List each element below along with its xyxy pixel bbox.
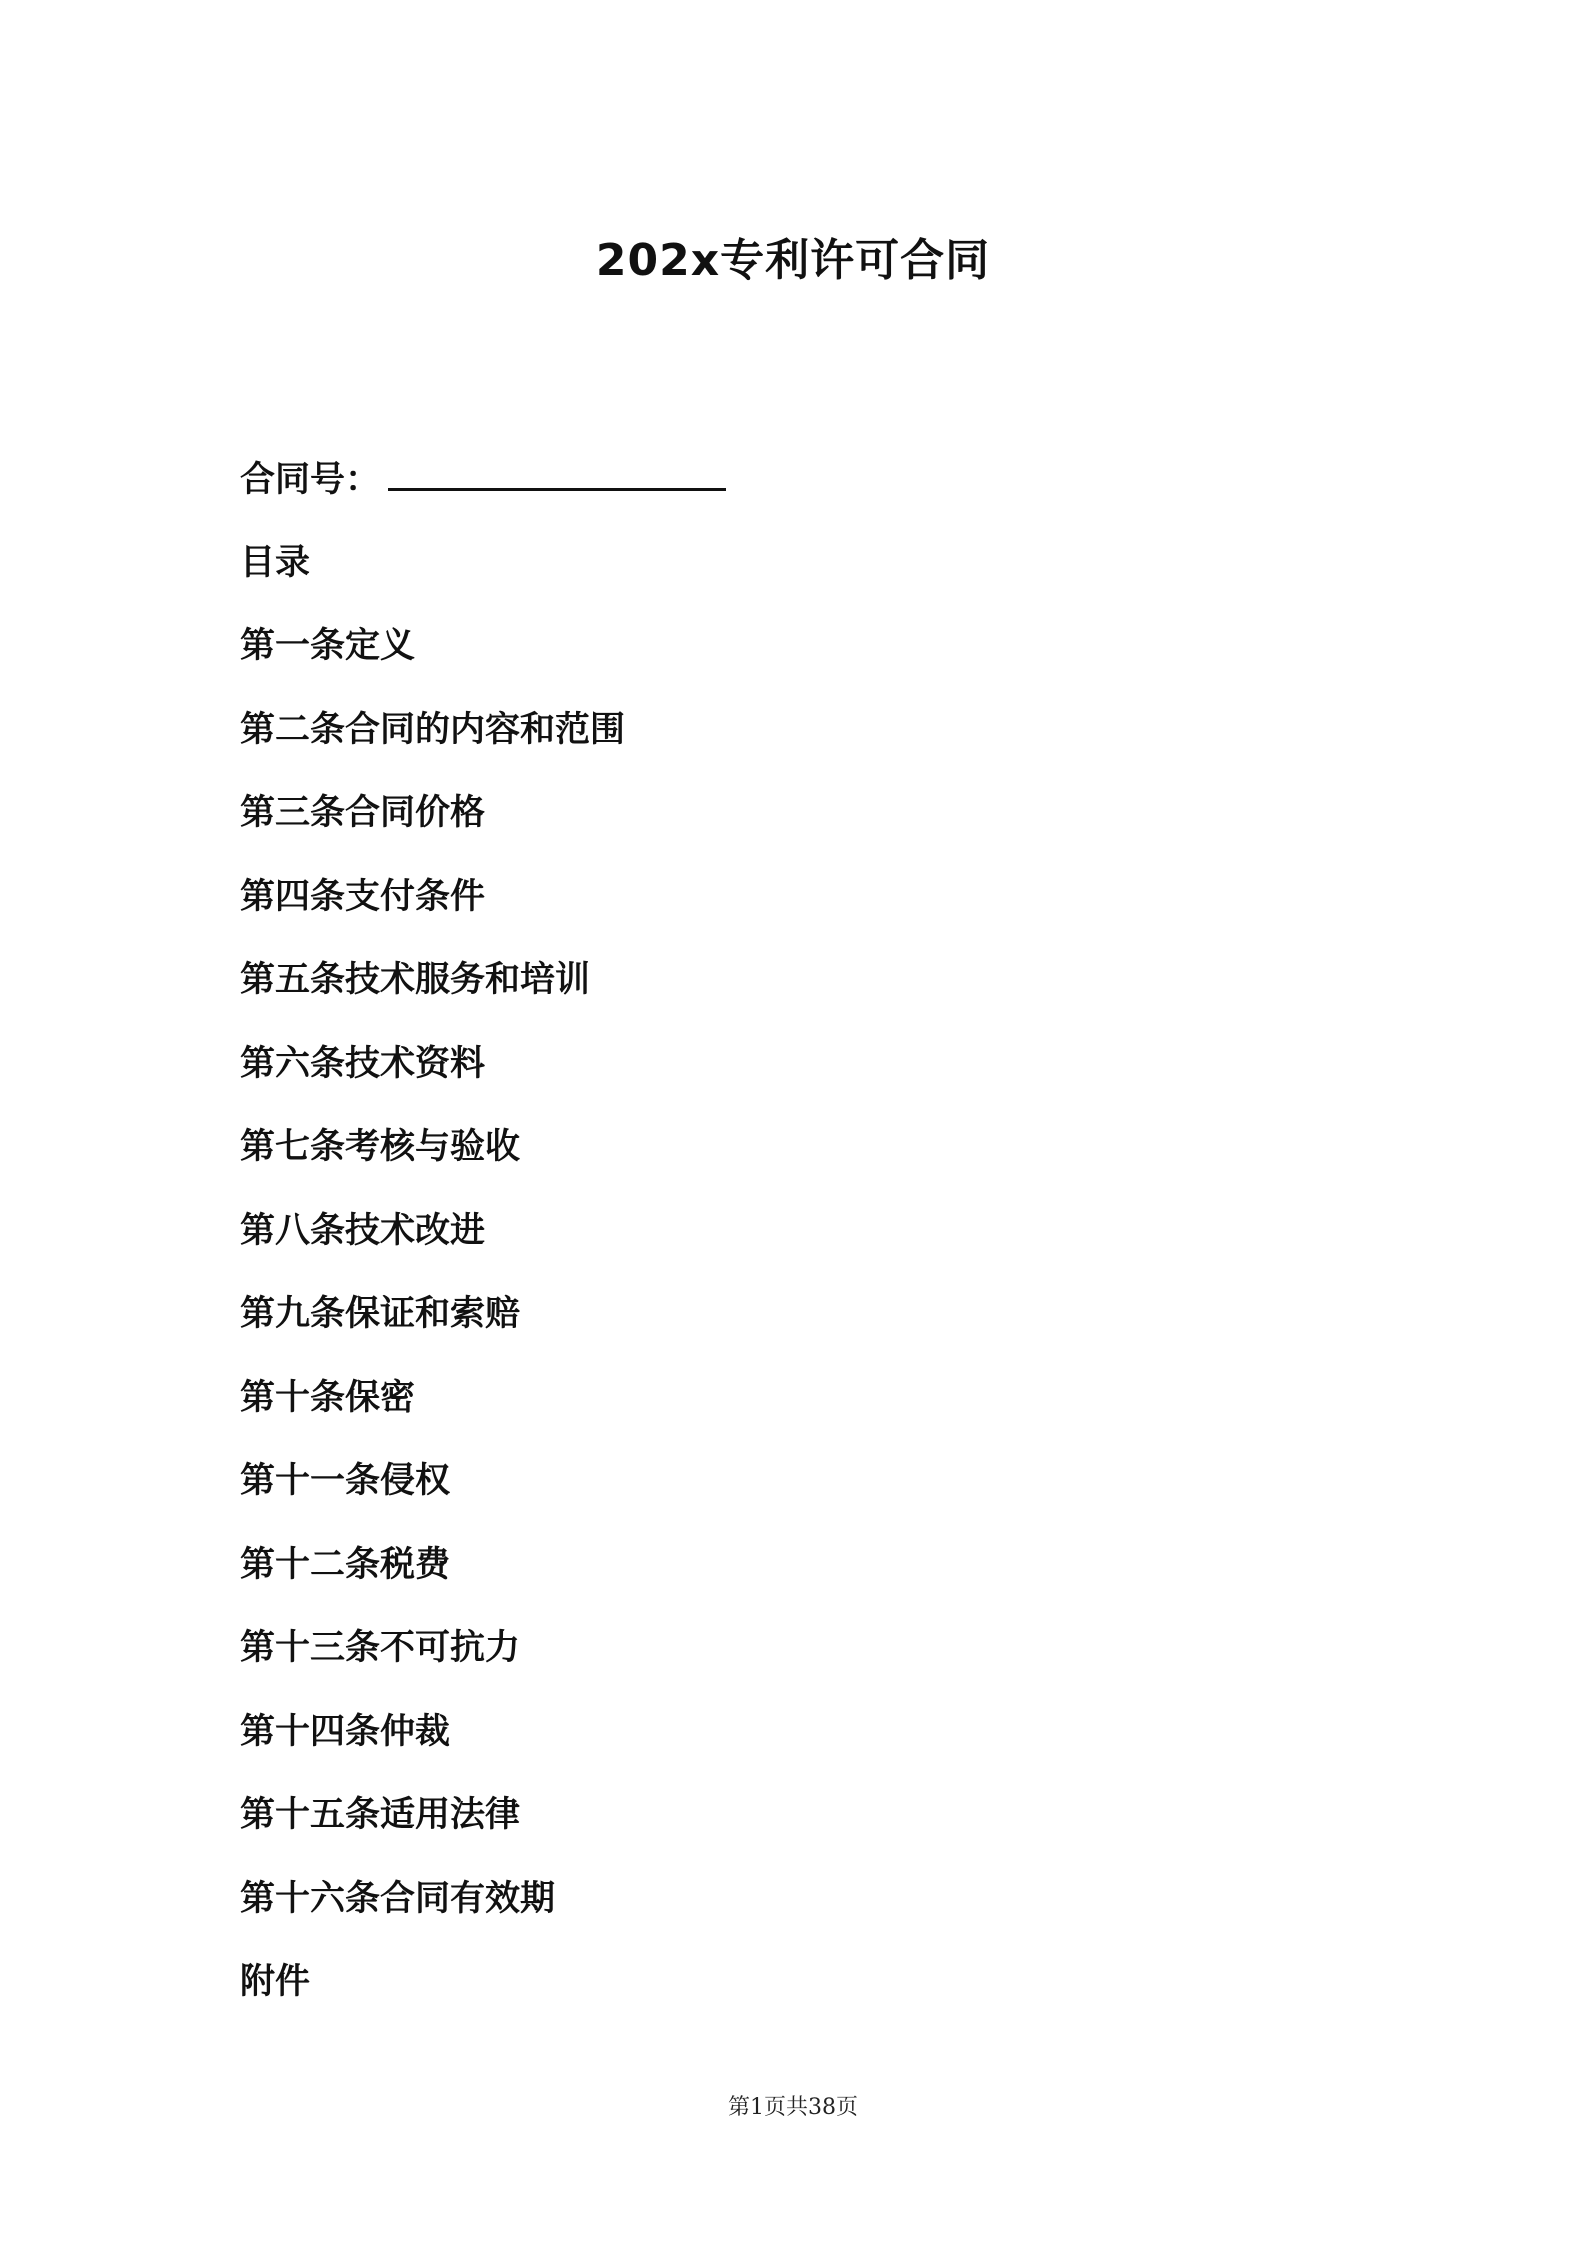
toc-item: 第四条支付条件 xyxy=(240,876,486,917)
document-title: 202x专利许可合同 xyxy=(595,235,991,286)
contract-number-label: 合同号： xyxy=(240,460,381,500)
toc-item: 第一条定义 xyxy=(240,626,416,666)
toc-item: 第九条保证和索赔 xyxy=(240,1294,521,1334)
toc-item: 第十四条仲裁 xyxy=(240,1711,451,1752)
page-footer: 第1页共38页 xyxy=(728,2095,858,2120)
toc-item: 第八条技术改进 xyxy=(240,1210,486,1251)
toc-heading: 目录 xyxy=(240,543,311,583)
toc-item: 附件 xyxy=(240,1962,311,2002)
contract-number-line xyxy=(240,452,726,502)
toc-item: 第七条考核与验收 xyxy=(240,1127,521,1167)
toc-item: 第十条保密 xyxy=(240,1377,416,1418)
contract-number-blank xyxy=(388,454,726,491)
toc-item: 第十三条不可抗力 xyxy=(240,1628,521,1668)
toc-item: 第十二条税费 xyxy=(240,1544,451,1585)
toc-item: 第十六条合同有效期 xyxy=(240,1878,556,1919)
toc-item: 第五条技术服务和培训 xyxy=(240,960,591,1000)
toc-item: 第三条合同价格 xyxy=(240,793,486,833)
toc-item: 第二条合同的内容和范围 xyxy=(240,709,626,750)
toc-item: 第十一条侵权 xyxy=(240,1461,451,1501)
table-of-contents xyxy=(240,618,625,2038)
toc-item: 第六条技术资料 xyxy=(240,1043,486,1084)
toc-item: 第十五条适用法律 xyxy=(240,1795,521,1835)
